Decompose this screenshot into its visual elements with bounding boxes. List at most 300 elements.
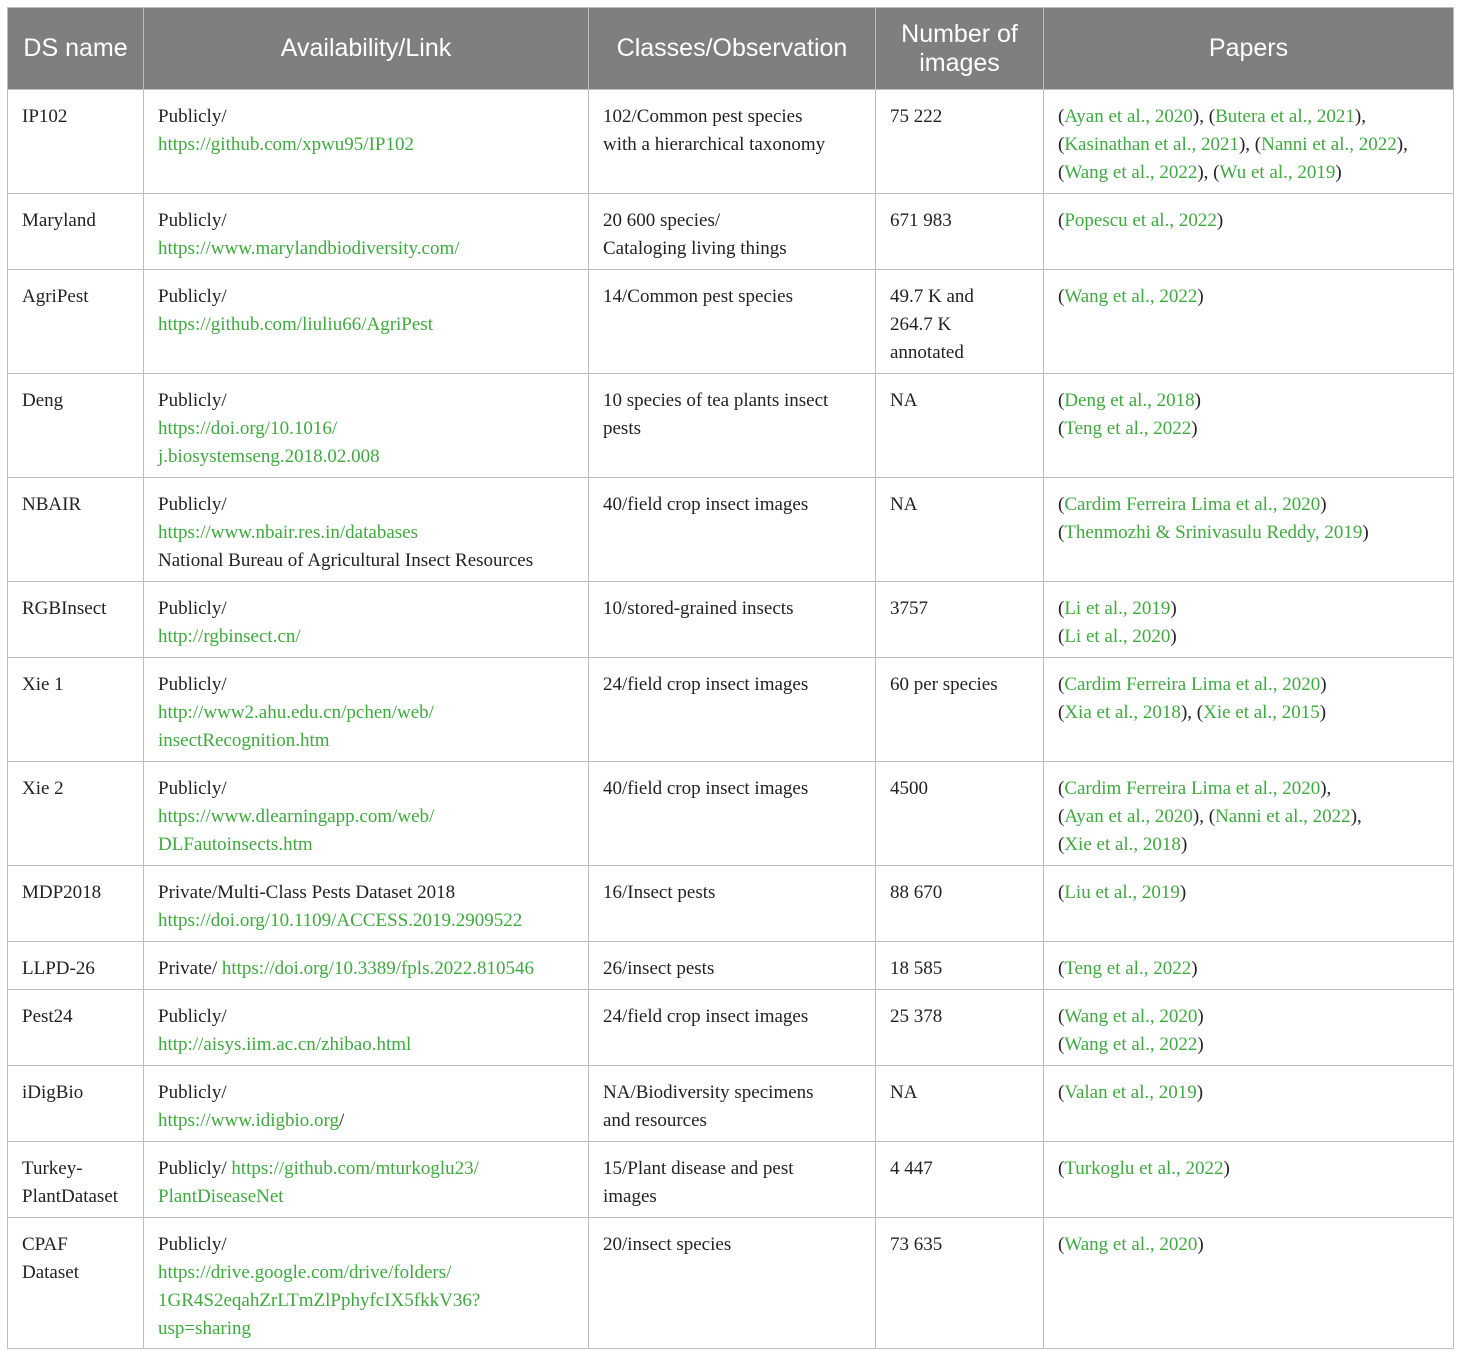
cell-ds-name [8, 374, 144, 478]
cell-papers-line [1058, 775, 1439, 803]
cell-number-of-images-line: 264.7 K [890, 314, 952, 335]
cell-availability-line [158, 1107, 574, 1135]
cell-ds-name-line: Deng [22, 390, 64, 411]
citation-link[interactable]: Nanni et al., 2022 [1215, 806, 1351, 827]
cell-availability-line [158, 1183, 574, 1211]
cell-papers-line [1058, 387, 1439, 415]
cell-papers-line [1058, 131, 1439, 159]
text-segment: ( [1058, 778, 1065, 799]
cell-number-of-images-line: 4500 [890, 778, 928, 799]
text-segment: Publicly/ [158, 778, 227, 799]
text-segment: Publicly/ [158, 1234, 227, 1255]
citation-link[interactable]: Ayan et al., 2020 [1064, 106, 1193, 127]
table-row [8, 90, 1454, 194]
dataset-link[interactable]: https://doi.org/10.1016/ [158, 418, 338, 439]
text-segment: ( [1058, 494, 1065, 515]
cell-classes [589, 990, 876, 1066]
cell-number-of-images-line: NA [890, 1082, 918, 1103]
table-row [8, 582, 1454, 658]
cell-number-of-images [876, 1066, 1044, 1142]
text-segment: Publicly/ [158, 494, 227, 515]
cell-number-of-images-line: 671 983 [890, 210, 952, 231]
cell-number-of-images-line: NA [890, 494, 918, 515]
cell-papers-line [1058, 1079, 1439, 1107]
cell-classes-line: 24/field crop insect images [603, 674, 809, 695]
table-row [8, 866, 1454, 942]
citation-link[interactable]: Teng et al., 2022 [1064, 958, 1192, 979]
cell-ds-name [8, 942, 144, 990]
cell-availability-line [158, 491, 574, 519]
citation-link[interactable]: Nanni et al., 2022 [1261, 134, 1397, 155]
cell-classes-line: 10 species of tea plants insect [603, 390, 829, 411]
text-segment: Publicly/ [158, 674, 227, 695]
citation-link[interactable]: Wang et al., 2020 [1064, 1234, 1198, 1255]
table-row [8, 762, 1454, 866]
citation-link[interactable]: Cardim Ferreira Lima et al., 2020 [1064, 494, 1321, 515]
cell-papers-line [1058, 699, 1439, 727]
text-segment: ), ( [1238, 134, 1262, 155]
table-row [8, 1066, 1454, 1142]
text-segment: ) [1197, 286, 1204, 307]
cell-availability-line [158, 727, 574, 755]
cell-number-of-images-line: 88 670 [890, 882, 943, 903]
cell-number-of-images-line: 3757 [890, 598, 928, 619]
cell-availability-line [158, 131, 574, 159]
cell-papers [1044, 942, 1454, 990]
dataset-link[interactable]: https://www.idigbio.org [158, 1110, 340, 1131]
cell-ds-name [8, 990, 144, 1066]
cell-ds-name-line: CPAF [22, 1234, 68, 1255]
cell-availability-line [158, 1231, 574, 1259]
text-segment: ( [1058, 210, 1065, 231]
dataset-link[interactable]: https://github.com/mturkoglu23/ [231, 1158, 479, 1179]
table-row [8, 374, 1454, 478]
cell-availability-line [158, 595, 574, 623]
cell-papers-line [1058, 803, 1439, 831]
cell-classes [589, 866, 876, 942]
citation-link[interactable]: Liu et al., 2019 [1064, 882, 1180, 903]
cell-availability-line [158, 235, 574, 263]
cell-classes-line: 102/Common pest species [603, 106, 803, 127]
dataset-link[interactable]: https://www.nbair.res.in/databases [158, 522, 418, 543]
citation-link[interactable]: Butera et al., 2021 [1215, 106, 1355, 127]
text-segment: ( [1058, 598, 1065, 619]
text-segment: ( [1058, 134, 1065, 155]
cell-classes [589, 374, 876, 478]
text-segment: ) [1196, 1082, 1204, 1103]
cell-papers-line [1058, 283, 1439, 311]
cell-availability [144, 866, 589, 942]
dataset-link[interactable]: https://github.com/xpwu95/IP102 [158, 134, 414, 155]
citation-link[interactable]: Ayan et al., 2020 [1064, 806, 1193, 827]
cell-ds-name-line: Xie 1 [22, 674, 64, 695]
text-segment: ) [1191, 958, 1198, 979]
cell-papers-line [1058, 1155, 1439, 1183]
citation-link[interactable]: Popescu et al., 2022 [1064, 210, 1217, 231]
cell-classes [589, 658, 876, 762]
dataset-link[interactable]: https://www.marylandbiodiversity.com/ [158, 238, 460, 259]
cell-availability-line [158, 623, 574, 651]
cell-number-of-images [876, 942, 1044, 990]
cell-papers [1044, 866, 1454, 942]
dataset-link[interactable]: 1GR4S2eqahZrLTmZlPphyfcIX5fkkV36? [158, 1290, 481, 1311]
cell-number-of-images-line: 4 447 [890, 1158, 933, 1179]
text-segment: ) [1170, 626, 1177, 647]
cell-papers [1044, 582, 1454, 658]
table-row [8, 1142, 1454, 1218]
cell-ds-name [8, 866, 144, 942]
cell-papers [1044, 658, 1454, 762]
cell-availability-line [158, 1031, 574, 1059]
cell-availability [144, 762, 589, 866]
cell-ds-name [8, 1142, 144, 1218]
cell-number-of-images [876, 762, 1044, 866]
citation-link[interactable]: Cardim Ferreira Lima et al., 2020 [1064, 778, 1321, 799]
text-segment: ) [1320, 494, 1327, 515]
text-segment: ( [1058, 162, 1065, 183]
text-segment: Publicly/ [158, 106, 227, 127]
cell-number-of-images-line: 25 378 [890, 1006, 943, 1027]
cell-ds-name-line: PlantDataset [22, 1186, 119, 1207]
cell-ds-name-line: RGBInsect [22, 598, 107, 619]
text-segment: ( [1058, 286, 1065, 307]
dataset-link[interactable]: j.biosystemseng.2018.02.008 [158, 446, 380, 467]
cell-availability-line [158, 831, 574, 859]
cell-availability-line [158, 1003, 574, 1031]
text-segment: ), ( [1192, 806, 1216, 827]
cell-availability [144, 478, 589, 582]
cell-number-of-images [876, 1218, 1044, 1349]
cell-ds-name-line: Xie 2 [22, 778, 64, 799]
cell-availability-line [158, 443, 574, 471]
cell-classes-line: with a hierarchical taxonomy [603, 134, 826, 155]
cell-availability-line [158, 1259, 574, 1287]
table-row [8, 194, 1454, 270]
cell-number-of-images [876, 270, 1044, 374]
cell-ds-name [8, 582, 144, 658]
cell-classes-line: NA/Biodiversity specimens [603, 1082, 814, 1103]
cell-availability-line [158, 519, 574, 547]
cell-availability-line [158, 103, 574, 131]
cell-availability-line [158, 1287, 574, 1315]
text-segment: Private/Multi-Class Pests Dataset 2018 [158, 882, 456, 903]
cell-papers [1044, 762, 1454, 866]
cell-number-of-images [876, 1142, 1044, 1218]
table-row [8, 990, 1454, 1066]
cell-papers-line [1058, 831, 1439, 859]
citation-link[interactable]: Li et al., 2020 [1064, 626, 1171, 647]
cell-number-of-images [876, 866, 1044, 942]
text-segment: ) [1335, 162, 1342, 183]
dataset-link[interactable]: http://www2.ahu.edu.cn/pchen/web/ [158, 702, 434, 723]
cell-ds-name [8, 478, 144, 582]
citation-link[interactable]: Valan et al., 2019 [1064, 1082, 1197, 1103]
cell-ds-name [8, 194, 144, 270]
cell-classes-line: 16/Insect pests [603, 882, 716, 903]
text-segment: ( [1058, 958, 1065, 979]
cell-classes [589, 90, 876, 194]
text-segment: Publicly/ [158, 1158, 232, 1179]
dataset-link[interactable]: https://drive.google.com/drive/folders/ [158, 1262, 452, 1283]
text-segment: Publicly/ [158, 210, 227, 231]
cell-availability [144, 270, 589, 374]
cell-availability-line [158, 775, 574, 803]
cell-classes [589, 1218, 876, 1349]
text-segment: ) [1170, 598, 1177, 619]
cell-availability-line [158, 415, 574, 443]
cell-classes [589, 582, 876, 658]
cell-papers-line [1058, 519, 1439, 547]
cell-ds-name-line: Turkey- [22, 1158, 83, 1179]
cell-availability [144, 374, 589, 478]
cell-availability [144, 1218, 589, 1349]
text-segment: National Bureau of Agricultural Insect Resources [158, 550, 534, 571]
citation-link[interactable]: Teng et al., 2022 [1064, 418, 1192, 439]
dataset-link[interactable]: insectRecognition.htm [158, 730, 330, 751]
cell-classes [589, 1066, 876, 1142]
dataset-link[interactable]: PlantDiseaseNet [158, 1186, 284, 1207]
text-segment: ) [1197, 1234, 1204, 1255]
table-row [8, 478, 1454, 582]
text-segment: ), [1354, 106, 1366, 127]
dataset-link[interactable]: https://github.com/liuliu66/AgriPest [158, 314, 433, 335]
cell-availability-line [158, 671, 574, 699]
citation-link[interactable]: Kasinathan et al., 2021 [1064, 134, 1239, 155]
text-segment: ), ( [1180, 702, 1204, 723]
cell-classes-line: 20 600 species/ [603, 210, 721, 231]
cell-number-of-images-line: 18 585 [890, 958, 943, 979]
cell-papers-line [1058, 491, 1439, 519]
text-segment: Publicly/ [158, 598, 227, 619]
text-segment: Private/ [158, 958, 222, 979]
cell-availability-line [158, 879, 574, 907]
text-segment: ( [1058, 626, 1065, 647]
text-segment: ) [1197, 1034, 1204, 1055]
text-segment: ), [1350, 806, 1362, 827]
cell-papers-line [1058, 1231, 1439, 1259]
citation-link[interactable]: Xie et al., 2018 [1064, 834, 1181, 855]
cell-number-of-images-line: NA [890, 390, 918, 411]
citation-link[interactable]: Turkoglu et al., 2022 [1064, 1158, 1224, 1179]
dataset-link[interactable]: https://www.dlearningapp.com/web/ [158, 806, 435, 827]
cell-classes-line: 40/field crop insect images [603, 494, 809, 515]
cell-availability [144, 1066, 589, 1142]
dataset-link[interactable]: http://aisys.iim.ac.cn/zhibao.html [158, 1034, 412, 1055]
text-segment: ), ( [1192, 106, 1216, 127]
text-segment: ) [1320, 674, 1327, 695]
text-segment: ( [1058, 834, 1065, 855]
cell-ds-name [8, 658, 144, 762]
text-segment: ) [1194, 390, 1201, 411]
citation-link[interactable]: Wang et al., 2022 [1064, 162, 1198, 183]
cell-availability [144, 194, 589, 270]
cell-ds-name-line: Pest24 [22, 1006, 73, 1027]
cell-papers-line [1058, 415, 1439, 443]
cell-classes-line: Cataloging living things [603, 238, 787, 259]
cell-papers [1044, 90, 1454, 194]
text-segment: ), [1320, 778, 1332, 799]
cell-number-of-images [876, 194, 1044, 270]
cell-papers-line [1058, 595, 1439, 623]
cell-papers-line [1058, 103, 1439, 131]
cell-availability-line [158, 803, 574, 831]
cell-number-of-images [876, 90, 1044, 194]
cell-ds-name-line: NBAIR [22, 494, 82, 515]
cell-availability-line [158, 1315, 574, 1343]
cell-availability [144, 90, 589, 194]
text-segment: Publicly/ [158, 390, 227, 411]
cell-availability-line [158, 907, 574, 935]
cell-availability-line [158, 547, 574, 575]
cell-ds-name-line: LLPD-26 [22, 958, 95, 979]
cell-papers [1044, 478, 1454, 582]
header-ds-name: DS name [8, 8, 144, 90]
cell-papers-line [1058, 623, 1439, 651]
citation-link[interactable]: Thenmozhi & Srinivasulu Reddy, 2019 [1064, 522, 1363, 543]
text-segment: ) [1223, 1158, 1230, 1179]
cell-ds-name-line: IP102 [22, 106, 68, 127]
cell-papers-line [1058, 1003, 1439, 1031]
text-segment: ) [1197, 1006, 1204, 1027]
cell-papers-line [1058, 1031, 1439, 1059]
cell-classes [589, 194, 876, 270]
dataset-link[interactable]: https://doi.org/10.1109/ACCESS.2019.2909522 [158, 910, 523, 931]
cell-papers [1044, 990, 1454, 1066]
cell-classes [589, 478, 876, 582]
text-segment: ) [1179, 882, 1187, 903]
cell-papers-line [1058, 671, 1439, 699]
citation-link[interactable]: Wu et al., 2019 [1219, 162, 1336, 183]
table-row [8, 270, 1454, 374]
citation-link[interactable]: Deng et al., 2018 [1064, 390, 1195, 411]
cell-classes-line: 14/Common pest species [603, 286, 793, 307]
citation-link[interactable]: Wang et al., 2022 [1064, 1034, 1198, 1055]
cell-classes-line: pests [603, 418, 641, 439]
cell-classes-line: 26/insect pests [603, 958, 715, 979]
text-segment: / [339, 1110, 345, 1131]
citation-link[interactable]: Xia et al., 2018 [1064, 702, 1181, 723]
cell-availability-line [158, 1155, 574, 1183]
cell-classes-line: 15/Plant disease and pest [603, 1158, 794, 1179]
cell-number-of-images-line: 49.7 K and [890, 286, 974, 307]
table-row [8, 942, 1454, 990]
cell-availability [144, 658, 589, 762]
header-papers: Papers [1044, 8, 1454, 90]
cell-classes [589, 762, 876, 866]
cell-ds-name [8, 762, 144, 866]
text-segment: ( [1058, 1006, 1065, 1027]
text-segment: ) [1319, 702, 1327, 723]
datasets-table [7, 7, 1454, 1349]
cell-ds-name [8, 1066, 144, 1142]
cell-availability-line [158, 955, 574, 983]
header-row [8, 8, 1454, 90]
text-segment: ( [1058, 882, 1065, 903]
cell-number-of-images-line: 60 per species [890, 674, 998, 695]
text-segment: ), [1396, 134, 1408, 155]
text-segment: ) [1191, 418, 1198, 439]
cell-papers [1044, 270, 1454, 374]
text-segment: ( [1058, 1034, 1065, 1055]
citation-link[interactable]: Cardim Ferreira Lima et al., 2020 [1064, 674, 1321, 695]
cell-number-of-images [876, 374, 1044, 478]
cell-ds-name [8, 270, 144, 374]
cell-papers-line [1058, 207, 1439, 235]
cell-number-of-images [876, 478, 1044, 582]
cell-classes-line: images [603, 1186, 657, 1207]
text-segment: Publicly/ [158, 286, 227, 307]
cell-ds-name-line: MDP2018 [22, 882, 102, 903]
cell-ds-name [8, 1218, 144, 1349]
text-segment: Publicly/ [158, 1082, 227, 1103]
text-segment: ( [1058, 390, 1065, 411]
text-segment: ( [1058, 522, 1065, 543]
cell-classes [589, 942, 876, 990]
citation-link[interactable]: Li et al., 2019 [1064, 598, 1171, 619]
text-segment: ) [1180, 834, 1188, 855]
cell-availability-line [158, 699, 574, 727]
citation-link[interactable]: Xie et al., 2015 [1203, 702, 1320, 723]
cell-availability [144, 582, 589, 658]
text-segment: ) [1362, 522, 1369, 543]
header-classes: Classes/Observation [589, 8, 876, 90]
cell-number-of-images-line: 75 222 [890, 106, 943, 127]
dataset-link[interactable]: DLFautoinsects.htm [158, 834, 313, 855]
dataset-link[interactable]: usp=sharing [158, 1318, 252, 1339]
text-segment: ( [1058, 702, 1065, 723]
text-segment: Publicly/ [158, 1006, 227, 1027]
cell-papers [1044, 374, 1454, 478]
citation-link[interactable]: Wang et al., 2020 [1064, 1006, 1198, 1027]
header-number-of-images: Number of images [876, 8, 1044, 90]
cell-classes [589, 1142, 876, 1218]
citation-link[interactable]: Wang et al., 2022 [1064, 286, 1198, 307]
text-segment: ( [1058, 674, 1065, 695]
cell-availability [144, 990, 589, 1066]
cell-availability [144, 1142, 589, 1218]
cell-ds-name [8, 90, 144, 194]
cell-number-of-images [876, 658, 1044, 762]
cell-availability-line [158, 311, 574, 339]
cell-classes-line: 40/field crop insect images [603, 778, 809, 799]
cell-classes-line: 24/field crop insect images [603, 1006, 809, 1027]
text-segment: ) [1216, 210, 1224, 231]
cell-number-of-images [876, 582, 1044, 658]
text-segment: ( [1058, 806, 1065, 827]
cell-papers [1044, 1066, 1454, 1142]
cell-availability [144, 942, 589, 990]
cell-papers [1044, 1142, 1454, 1218]
dataset-link[interactable]: http://rgbinsect.cn/ [158, 626, 301, 647]
text-segment: ( [1058, 418, 1065, 439]
dataset-link[interactable]: https://doi.org/10.3389/fpls.2022.810546 [221, 958, 534, 979]
text-segment: ( [1058, 1234, 1065, 1255]
cell-availability-line [158, 283, 574, 311]
cell-papers-line [1058, 159, 1439, 187]
text-segment: ( [1058, 106, 1065, 127]
table-row [8, 658, 1454, 762]
cell-number-of-images-line: 73 635 [890, 1234, 943, 1255]
cell-ds-name-line: Dataset [22, 1262, 79, 1283]
cell-number-of-images [876, 990, 1044, 1066]
cell-availability-line [158, 207, 574, 235]
cell-availability-line [158, 387, 574, 415]
cell-number-of-images-line: annotated [890, 342, 964, 363]
cell-papers [1044, 1218, 1454, 1349]
header-availability: Availability/Link [144, 8, 589, 90]
cell-ds-name-line: AgriPest [22, 286, 89, 307]
text-segment: ( [1058, 1082, 1065, 1103]
